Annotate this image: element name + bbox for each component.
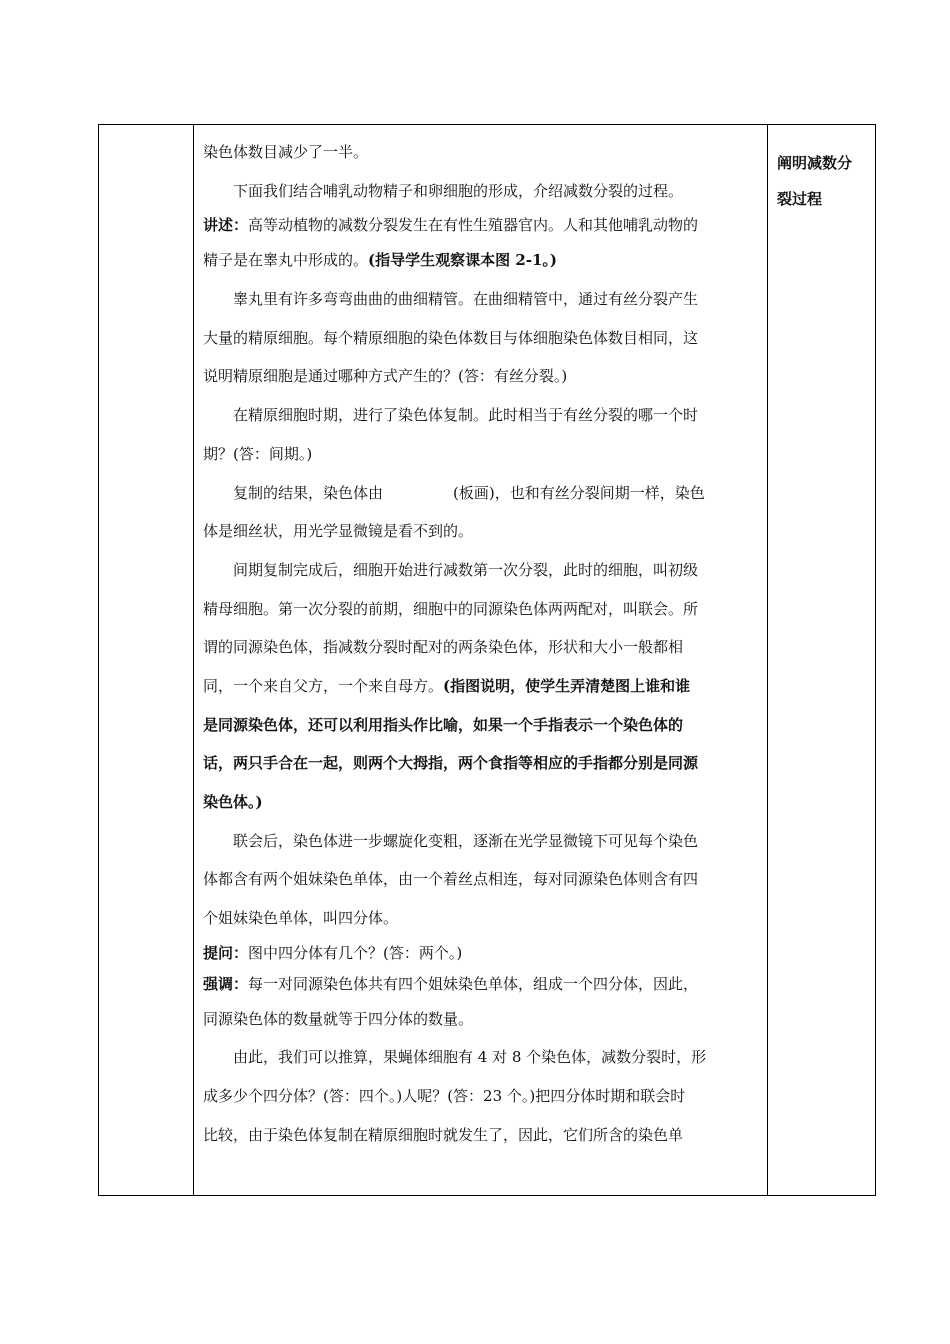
text-line-9: 期？(答：间期。)	[203, 444, 313, 463]
text-line-2: 下面我们结合哺乳动物精子和卵细胞的形成，介绍减数分裂的过程。	[233, 181, 684, 200]
text-line-27: 比较，由于染色体复制在精原细胞时就发生了，因此，它们所含的染色单	[203, 1125, 684, 1144]
text-line-17: 话，两只手合在一起，则两个大拇指，两个食指等相应的手指都分别是同源	[203, 754, 699, 773]
text-line-13: 精母细胞。第一次分裂的前期，细胞中的同源染色体两两配对，叫联会。所	[203, 599, 699, 618]
column-divider-right	[767, 125, 768, 1195]
text-line-25: 由此，我们可以推算，果蝇体细胞有 4 对 8 个染色体，减数分裂时，形	[233, 1048, 707, 1067]
teaching-purpose-note	[777, 145, 871, 217]
text-line-3: 讲述：高等动植物的减数分裂发生在有性生殖器官内。人和其他哺乳动物的	[203, 216, 699, 235]
text-line-18: 染色体。)	[203, 793, 263, 811]
text-line-10: 复制的结果，染色体由 (板画)，也和有丝分裂间期一样，染色	[233, 483, 705, 502]
text-line-20: 体都含有两个姐妹染色单体，由一个着丝点相连，每对同源染色体则含有四	[203, 870, 699, 889]
line-label: 提问：	[203, 943, 249, 962]
text-line-22: 提问：图中四分体有几个？(答：两个。)	[203, 943, 463, 962]
lesson-table	[98, 124, 876, 1196]
text-line-24: 同源染色体的数量就等于四分体的数量。	[203, 1009, 474, 1028]
text-line-7: 说明精原细胞是通过哪种方式产生的？(答：有丝分裂。)	[203, 367, 568, 386]
text-line-8: 在精原细胞时期，进行了染色体复制。此时相当于有丝分裂的哪一个时	[233, 406, 699, 425]
text-line-11: 体是细丝状，用光学显微镜是看不到的。	[203, 522, 474, 541]
column-divider-left	[193, 125, 194, 1195]
text-line-23: 强调：每一对同源染色体共有四个姐妹染色单体，组成一个四分体，因此，	[203, 974, 699, 993]
text-line-26: 成多少个四分体？(答：四个。)人呢？(答：23 个。)把四分体时期和联会时	[203, 1087, 686, 1106]
text-line-19: 联会后，染色体进一步螺旋化变粗，逐渐在光学显微镜下可见每个染色	[233, 831, 699, 850]
line-label: 讲述：	[203, 216, 249, 235]
text-line-4: 精子是在睾丸中形成的。(指导学生观察课本图 2-1。)	[203, 251, 558, 270]
note-line-1: 阐明减数分	[777, 154, 853, 172]
note-line-2: 裂过程	[777, 190, 823, 208]
text-line-15: 同，一个来自父方，一个来自母方。(指图说明，使学生弄清楚图上谁和谁	[203, 676, 691, 695]
text-line-5: 睾丸里有许多弯弯曲曲的曲细精管。在曲细精管中，通过有丝分裂产生	[233, 290, 699, 309]
text-line-21: 个姐妹染色单体，叫四分体。	[203, 909, 399, 928]
text-line-12: 间期复制完成后，细胞开始进行减数第一次分裂，此时的细胞，叫初级	[233, 560, 699, 579]
line-label: 强调：	[203, 974, 249, 993]
text-line-14: 谓的同源染色体，指减数分裂时配对的两条染色体，形状和大小一般都相	[203, 638, 684, 657]
text-line-6: 大量的精原细胞。每个精原细胞的染色体数目与体细胞染色体数目相同，这	[203, 328, 699, 347]
text-line-16: 是同源染色体，还可以利用指头作比喻，如果一个手指表示一个染色体的	[203, 715, 684, 734]
text-line-1: 染色体数目减少了一半。	[203, 143, 369, 161]
lesson-content-cell	[203, 125, 759, 1155]
